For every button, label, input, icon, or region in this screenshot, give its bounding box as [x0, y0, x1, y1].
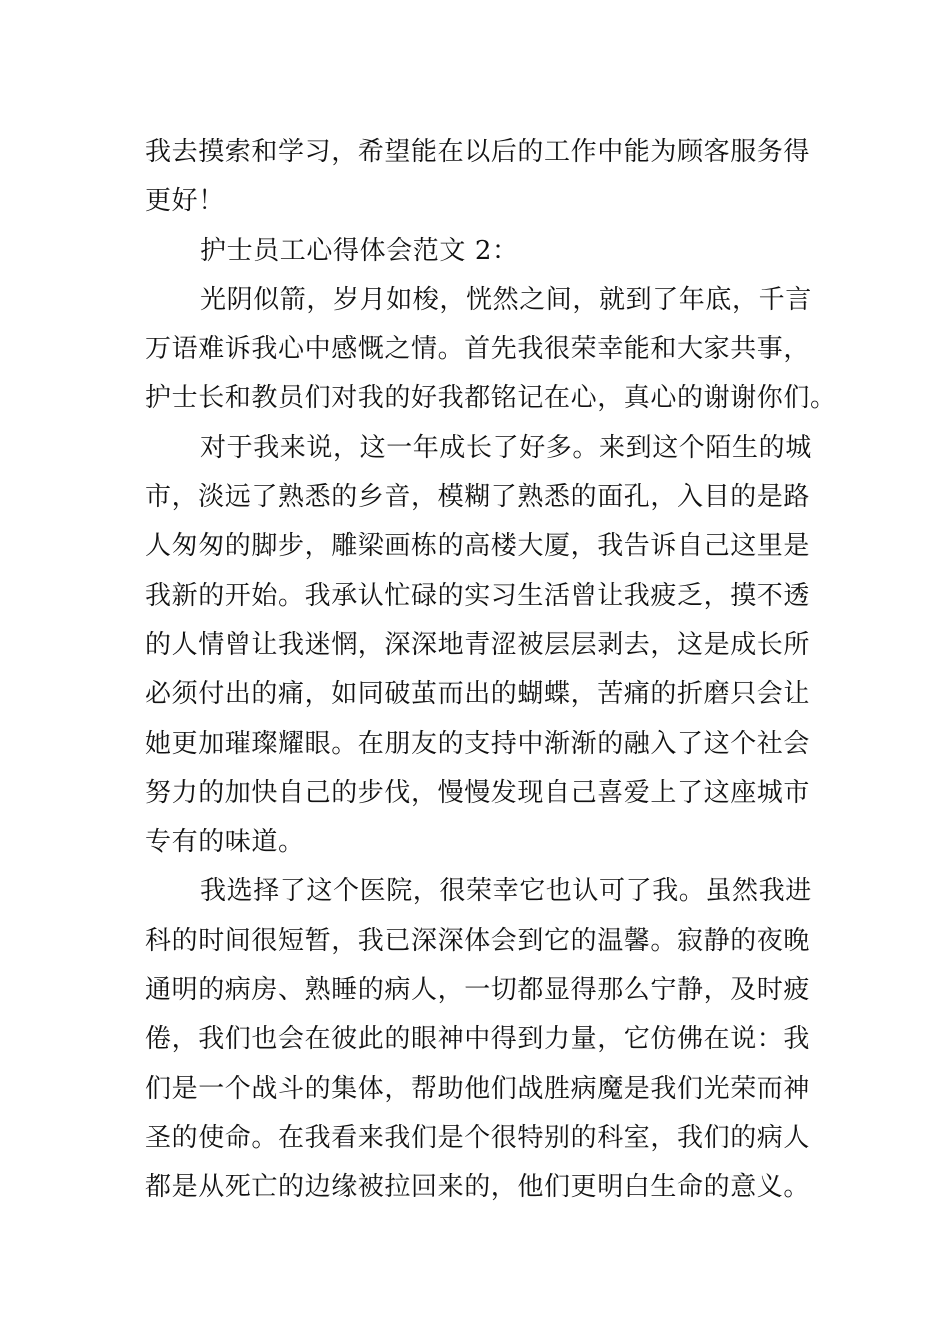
text-line: 护士员工心得体会范文 2： — [200, 235, 519, 266]
text-line: 我选择了这个医院，很荣幸它也认可了我。虽然我进 — [200, 876, 812, 907]
text-line: 我去摸索和学习，希望能在以后的工作中能为顾客服务得 — [145, 137, 811, 167]
text-line: 必须付出的痛，如同破茧而出的蝴蝶，苦痛的折磨只会让 — [145, 679, 811, 710]
text-line: 科的时间很短暂，我已深深体会到它的温馨。寂静的夜晚 — [145, 925, 811, 956]
text-line: 都是从死亡的边缘被拉回来的，他们更明白生命的意义。 — [145, 1172, 811, 1203]
text-line: 通明的病房、熟睡的病人，一切都显得那么宁静，及时疲 — [145, 975, 811, 1006]
text-line: 她更加璀璨耀眼。在朋友的支持中渐渐的融入了这个社会 — [145, 728, 811, 759]
paragraph-4 — [145, 867, 812, 1212]
text-line: 圣的使命。在我看来我们是个很特别的科室，我们的病人 — [145, 1122, 811, 1153]
document-body — [145, 128, 837, 1213]
text-line: 们是一个战斗的集体，帮助他们战胜病魔是我们光荣而神 — [145, 1073, 811, 1104]
text-line: 光阴似箭，岁月如梭，恍然之间，就到了年底，千言 — [200, 284, 812, 315]
text-line: 市，淡远了熟悉的乡音，模糊了熟悉的面孔，入目的是路 — [145, 482, 811, 513]
text-line: 倦，我们也会在彼此的眼神中得到力量，它仿佛在说：我 — [145, 1024, 811, 1055]
text-line: 的人情曾让我迷惘，深深地青涩被层层剥去，这是成长所 — [145, 629, 811, 660]
text-line: 我新的开始。我承认忙碌的实习生活曾让我疲乏，摸不透 — [145, 580, 811, 611]
text-line: 万语难诉我心中感慨之情。首先我很荣幸能和大家共事， — [145, 334, 811, 365]
section-heading — [145, 227, 807, 276]
text-line: 护士长和教员们对我的好我都铭记在心，真心的谢谢你们。 — [145, 383, 837, 414]
paragraph-3 — [145, 424, 812, 868]
text-line: 对于我来说，这一年成长了好多。来到这个陌生的城 — [200, 432, 812, 463]
paragraph-1 — [145, 128, 811, 227]
text-line: 人匆匆的脚步，雕梁画栋的高楼大厦，我告诉自己这里是 — [145, 531, 811, 562]
text-line: 努力的加快自己的步伐，慢慢发现自己喜爱上了这座城市 — [145, 777, 811, 808]
paragraph-2 — [145, 276, 837, 424]
text-line: 更好！ — [145, 186, 225, 217]
text-line: 专有的味道。 — [145, 827, 305, 858]
